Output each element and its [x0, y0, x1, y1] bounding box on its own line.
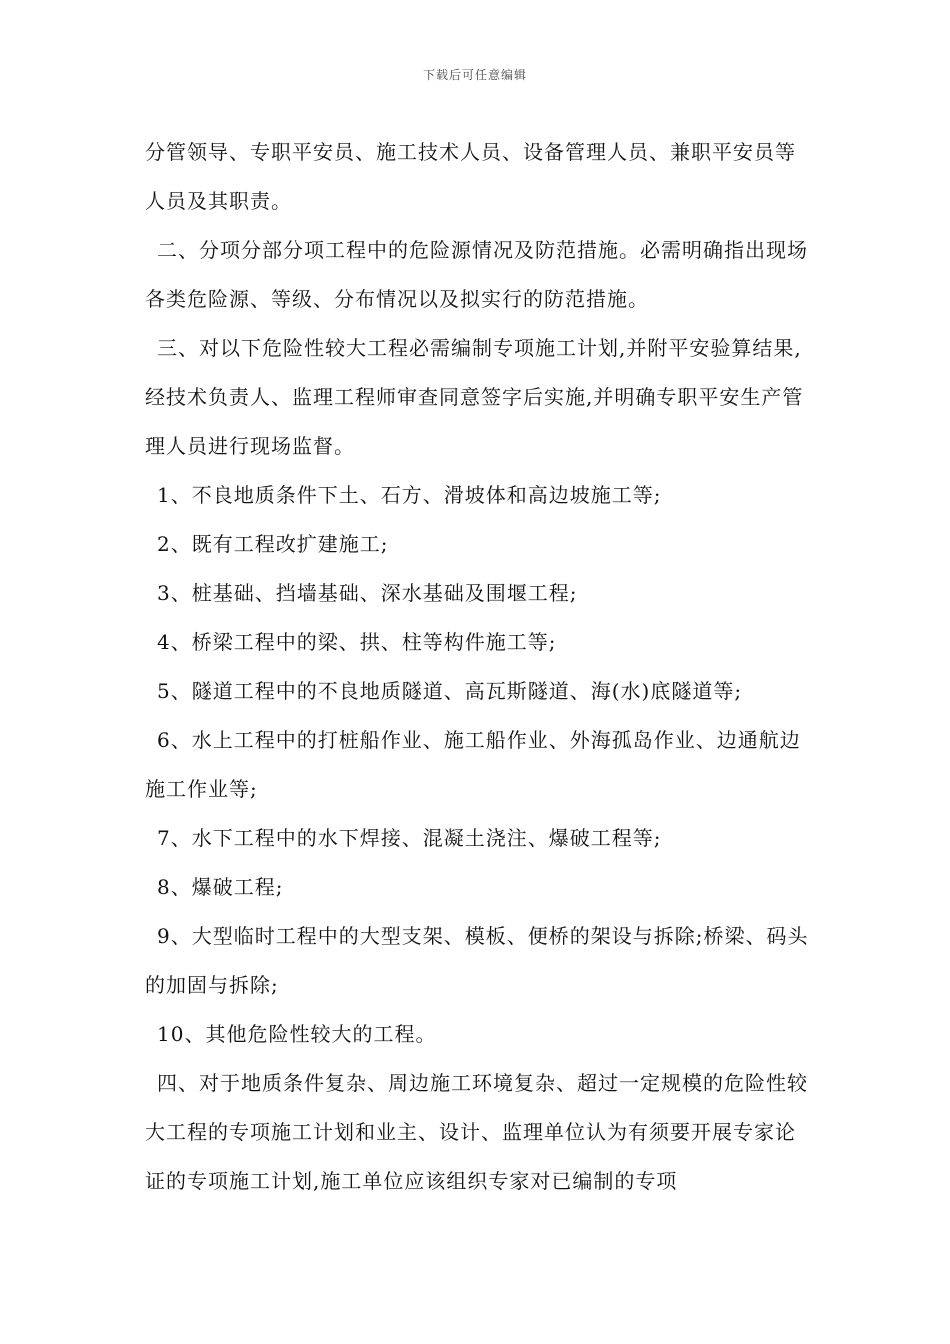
paragraph: 三、对以下危险性较大工程必需编制专项施工计划,并附平安验算结果,经技术负责人、监理工程师审查同意签字后实施,并明确专职平安生产管理人员进行现场监督。 — [145, 336, 804, 458]
document-body — [145, 128, 810, 1206]
list-item: 8、爆破工程; — [157, 875, 284, 899]
list-item: 9、大型临时工程中的大型支架、模板、便桥的架设与拆除;桥梁、码头的加固与拆除; — [145, 924, 809, 997]
list-item: 7、水下工程中的水下焊接、混凝土浇注、爆破工程等; — [157, 826, 662, 850]
paragraph: 四、对于地质条件复杂、周边施工环境复杂、超过一定规模的危险性较大工程的专项施工计划和业主、设计、监理单位认为有须要开展专家论证的专项施工计划,施工单位应该组织专家对已编制的专项 — [145, 1071, 808, 1193]
list-item: 1、不良地质条件下土、石方、滑坡体和高边坡施工等; — [157, 483, 662, 507]
paragraph: 分管领导、专职平安员、施工技术人员、设备管理人员、兼职平安员等人员及其职责。 — [145, 140, 796, 213]
list-item: 2、既有工程改扩建施工; — [157, 532, 389, 556]
list-item: 3、桩基础、挡墙基础、深水基础及围堰工程; — [157, 581, 578, 605]
list-item: 4、桥梁工程中的梁、拱、柱等构件施工等; — [157, 630, 557, 654]
paragraph: 二、分项分部分项工程中的危险源情况及防范措施。必需明确指出现场各类危险源、等级、分布情况以及拟实行的防范措施。 — [145, 238, 808, 311]
list-item: 5、隧道工程中的不良地质隧道、高瓦斯隧道、海(水)底隧道等; — [157, 679, 743, 703]
page-header: 下载后可任意编辑 — [422, 68, 527, 82]
list-item: 6、水上工程中的打桩船作业、施工船作业、外海孤岛作业、边通航边施工作业等; — [145, 728, 801, 801]
list-item: 10、其他危险性较大的工程。 — [157, 1022, 437, 1046]
